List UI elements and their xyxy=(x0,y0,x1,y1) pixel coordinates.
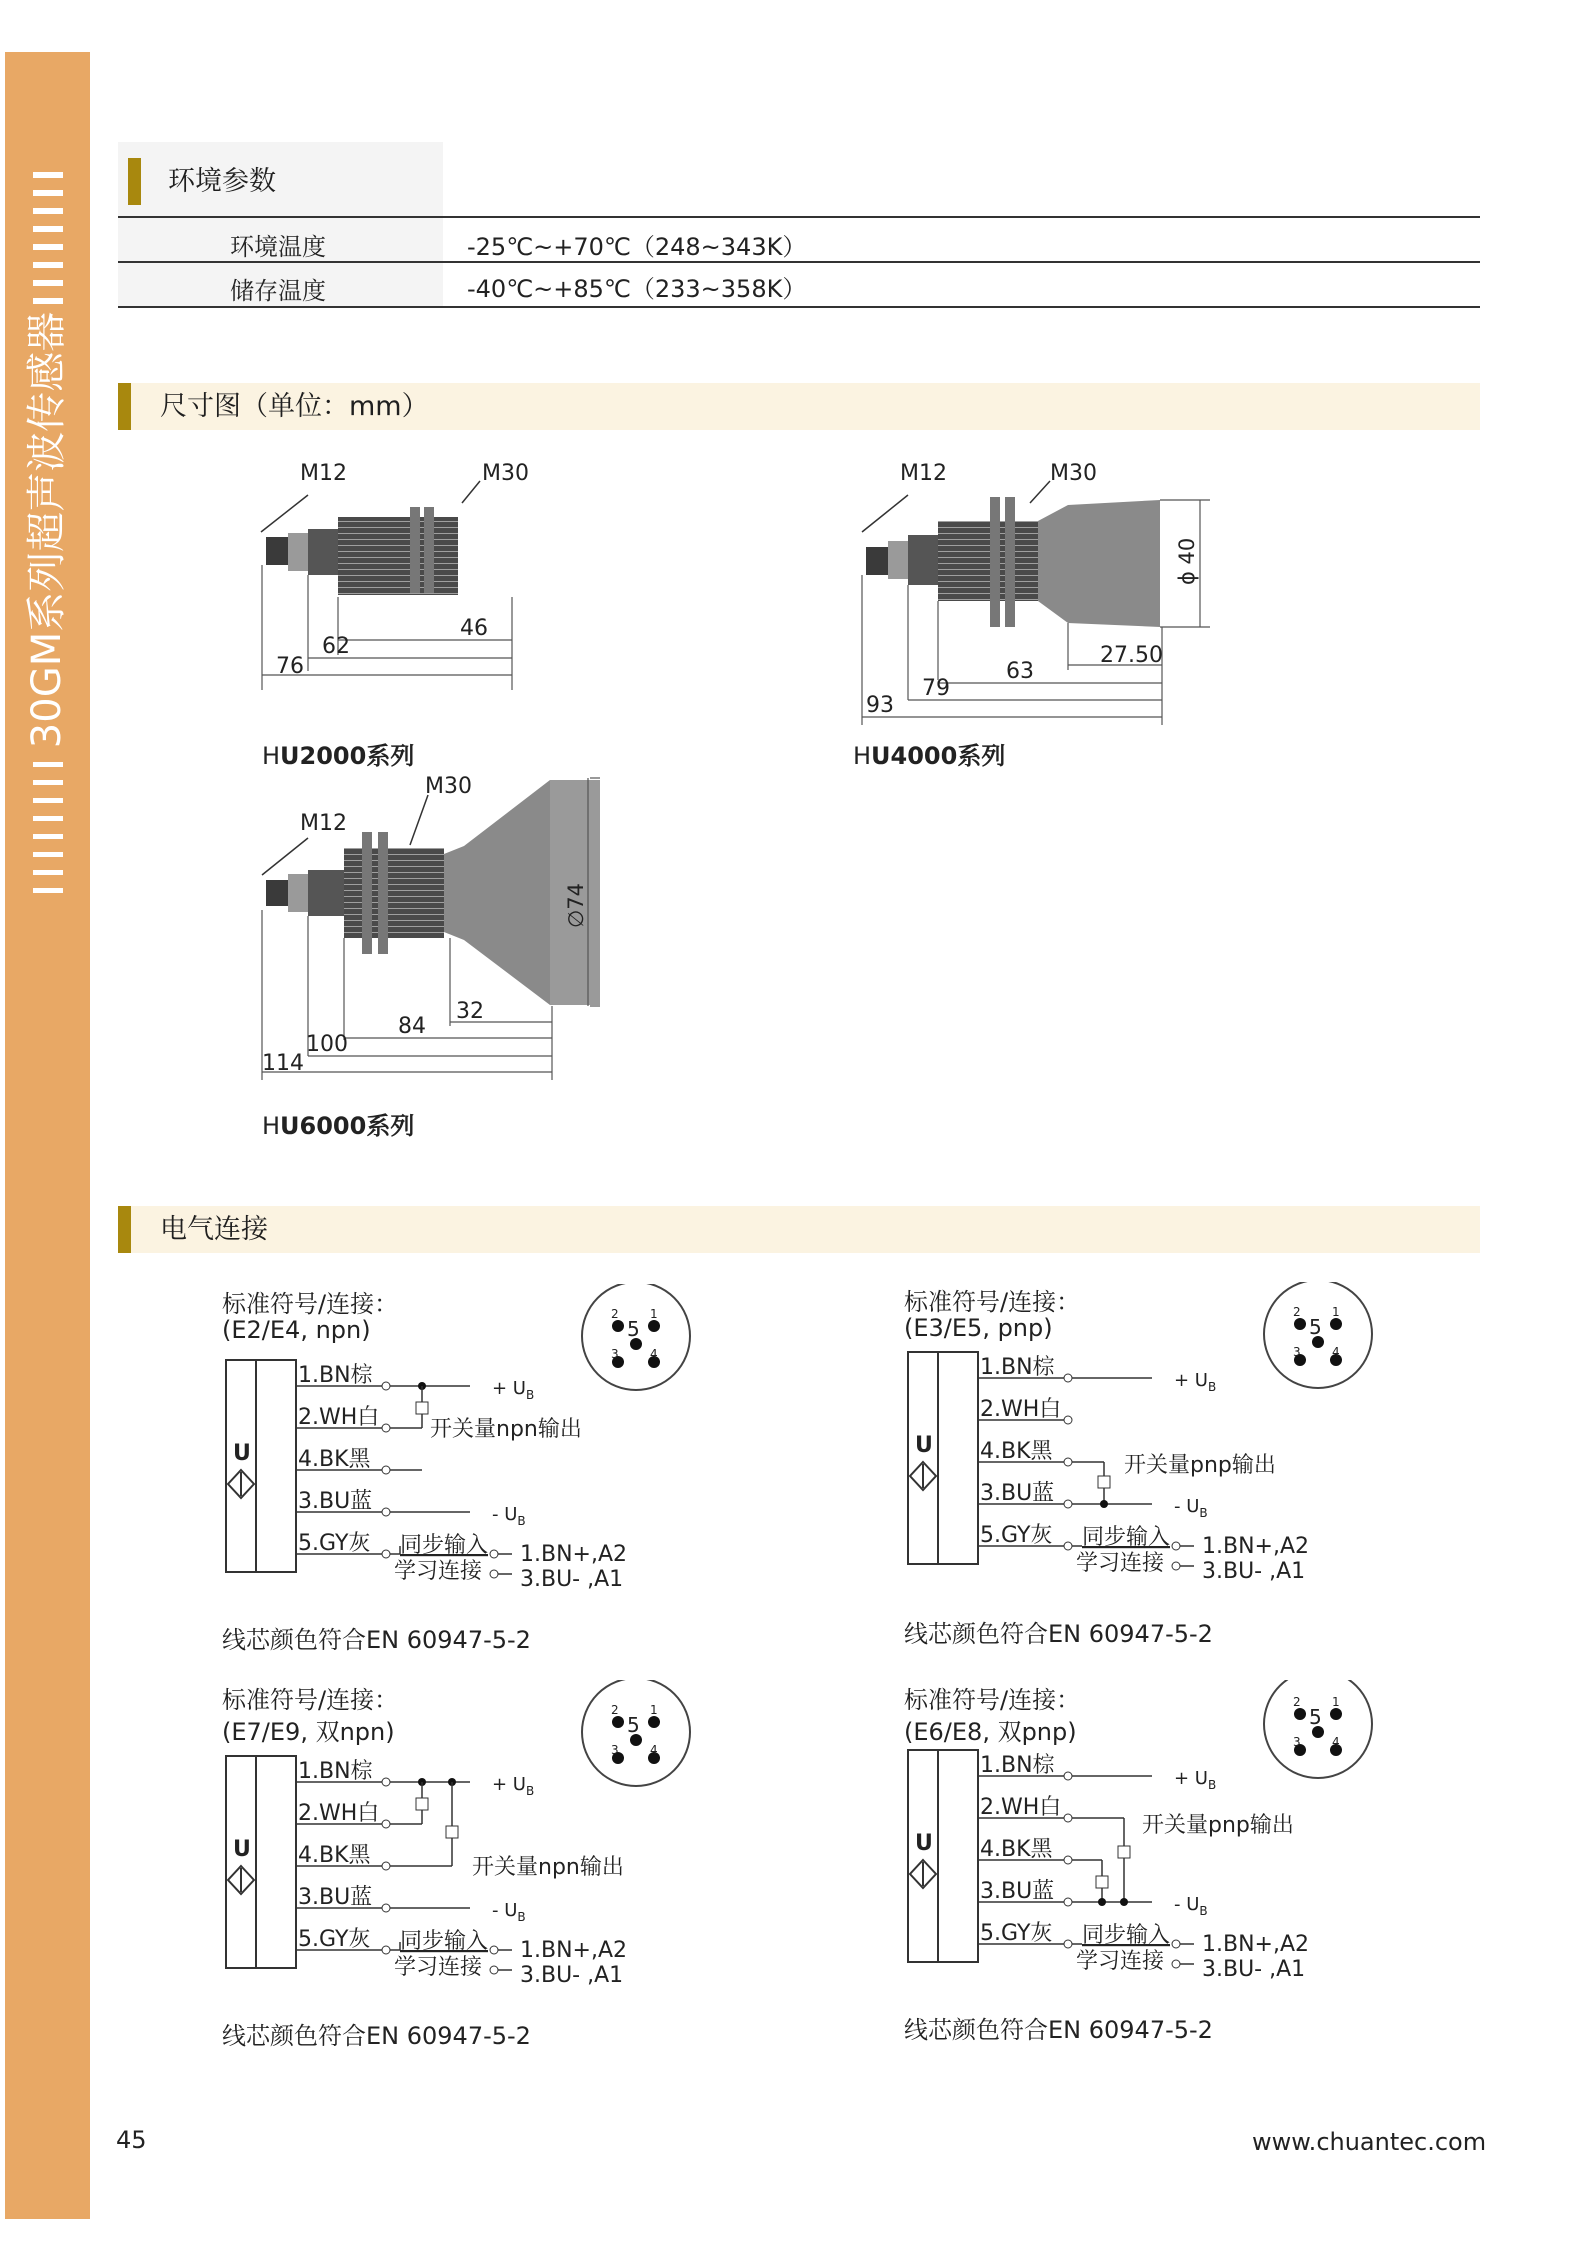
plus-ub-label: + $U_B$ xyxy=(1174,1768,1217,1792)
plus-ub-label: + $U_B$ xyxy=(492,1774,535,1798)
table-rule xyxy=(118,261,1480,263)
hu4000-caption-h: H xyxy=(853,742,872,770)
hu6000-dim-84: 84 xyxy=(398,1014,426,1039)
diagram-subtitle: (E2/E4, npn) xyxy=(222,1316,371,1344)
option-label: 1.BN+,A2 xyxy=(1202,1534,1310,1559)
hu6000-dim-114: 114 xyxy=(262,1051,304,1076)
env-header-box xyxy=(118,142,443,217)
teach-connect-label: 学习连接 xyxy=(394,1559,483,1584)
hu4000-m30-label: M30 xyxy=(1050,461,1097,486)
wiring-schematic xyxy=(222,1284,702,1614)
sync-input-label: 同步输入 xyxy=(400,1929,489,1954)
sidebar-band xyxy=(5,52,90,2219)
option-label: 1.BN+,A2 xyxy=(1202,1932,1310,1957)
section-marker xyxy=(118,1206,131,1253)
wire-label: 3.BU蓝 xyxy=(980,1481,1055,1506)
wire-label: 4.BK黑 xyxy=(980,1837,1053,1862)
website-link[interactable]: www.chuantec.com xyxy=(1252,2128,1487,2156)
sensor-u-label: U xyxy=(915,1433,933,1458)
hu4000-diameter: ϕ 40 xyxy=(1175,537,1199,585)
wire-label: 2.WH白 xyxy=(980,1397,1062,1422)
hu6000-diameter: ∅74 xyxy=(564,882,588,928)
pin-label: 2 xyxy=(1293,1695,1301,1709)
elec-header-bar xyxy=(118,1206,1480,1253)
diagram-subtitle: (E3/E5, pnp) xyxy=(904,1314,1053,1342)
diagram-footer: 线芯颜色符合EN 60947-5-2 xyxy=(904,1620,1213,1648)
wiring-diagram xyxy=(222,1284,702,1664)
plus-ub-label: + $U_B$ xyxy=(1174,1370,1217,1394)
hu4000-m12-label: M12 xyxy=(900,461,947,486)
hu2000-m30-label: M30 xyxy=(482,461,529,486)
teach-connect-label: 学习连接 xyxy=(1076,1949,1165,1974)
pin-label: 1 xyxy=(650,1307,658,1321)
elec-heading: 电气连接 xyxy=(160,1214,268,1245)
pin-label: 3 xyxy=(611,1743,619,1757)
hu2000-drawing xyxy=(250,455,550,695)
env-row-value: -40℃~+85℃（233~358K） xyxy=(467,275,807,303)
hu2000-dim-62: 62 xyxy=(322,634,350,659)
pin-label: 4 xyxy=(650,1743,658,1757)
wire-label: 3.BU蓝 xyxy=(298,1489,373,1514)
wiring-schematic xyxy=(222,1680,702,2010)
diagram-subtitle: (E6/E8, 双pnp) xyxy=(904,1718,1077,1746)
hu2000-caption-series: U2000系列 xyxy=(280,742,415,770)
wire-label: 3.BU蓝 xyxy=(980,1879,1055,1904)
pin-label: 5 xyxy=(1309,1705,1322,1729)
pin-label: 1 xyxy=(650,1703,658,1717)
diagram-title: 标准符号/连接： xyxy=(222,1686,399,1714)
page-number: 45 xyxy=(116,2126,147,2154)
pin-label: 5 xyxy=(1309,1315,1322,1339)
wiring-diagram xyxy=(904,1680,1384,2060)
pin-label: 2 xyxy=(611,1703,619,1717)
hu6000-m12-label: M12 xyxy=(300,811,347,836)
hu2000-caption-h: H xyxy=(262,742,281,770)
wire-label: 1.BN棕 xyxy=(298,1759,373,1784)
diagram-footer: 线芯颜色符合EN 60947-5-2 xyxy=(904,2016,1213,2044)
wire-label: 4.BK黑 xyxy=(298,1843,371,1868)
teach-connect-label: 学习连接 xyxy=(394,1955,483,1980)
sensor-u-label: U xyxy=(233,1441,251,1466)
wire-label: 4.BK黑 xyxy=(980,1439,1053,1464)
option-label: 3.BU- ,A1 xyxy=(1202,1559,1306,1584)
hu6000-m30-label: M30 xyxy=(425,774,472,799)
option-label: 3.BU- ,A1 xyxy=(1202,1957,1306,1982)
wiring-schematic xyxy=(904,1282,1384,1612)
option-label: 1.BN+,A2 xyxy=(520,1542,628,1567)
wire-label: 2.WH白 xyxy=(980,1795,1062,1820)
hu6000-caption-series: U6000系列 xyxy=(280,1112,415,1140)
diagram-title: 标准符号/连接： xyxy=(904,1686,1081,1714)
minus-ub-label: - $U_B$ xyxy=(1174,1496,1208,1520)
diagram-title: 标准符号/连接： xyxy=(222,1290,399,1318)
output-type-label: 开关量pnp输出 xyxy=(1142,1813,1294,1838)
hu4000-dim-93: 93 xyxy=(866,693,894,718)
sidebar-title: 30GM系列超声波传感器 xyxy=(24,311,70,749)
wire-label: 5.GY灰 xyxy=(298,1531,371,1556)
diagram-footer: 线芯颜色符合EN 60947-5-2 xyxy=(222,2022,531,2050)
pin-label: 4 xyxy=(1332,1735,1340,1749)
hu4000-dim-79: 79 xyxy=(922,676,950,701)
env-row-label: 储存温度 xyxy=(230,277,326,305)
plus-ub-label: + $U_B$ xyxy=(492,1378,535,1402)
option-label: 3.BU- ,A1 xyxy=(520,1963,624,1988)
pin-label: 5 xyxy=(627,1317,640,1341)
hu6000-caption xyxy=(262,1106,414,1141)
pin-label: 4 xyxy=(650,1347,658,1361)
pin-label: 3 xyxy=(1293,1735,1301,1749)
option-label: 1.BN+,A2 xyxy=(520,1938,628,1963)
output-type-label: 开关量npn输出 xyxy=(430,1417,582,1442)
hu2000-dim-46: 46 xyxy=(460,616,488,641)
wire-label: 1.BN棕 xyxy=(298,1363,373,1388)
wire-label: 5.GY灰 xyxy=(980,1921,1053,1946)
pin-label: 3 xyxy=(611,1347,619,1361)
minus-ub-label: - $U_B$ xyxy=(1174,1894,1208,1918)
env-row-value: -25℃~+70℃（248~343K） xyxy=(467,233,807,261)
hu2000-caption xyxy=(262,736,414,771)
wiring-diagram xyxy=(222,1680,702,2060)
wire-label: 1.BN棕 xyxy=(980,1355,1055,1380)
pin-label: 3 xyxy=(1293,1345,1301,1359)
pin-label: 5 xyxy=(627,1713,640,1737)
section-marker xyxy=(128,158,141,205)
wire-label: 5.GY灰 xyxy=(298,1927,371,1952)
env-row-label: 环境温度 xyxy=(230,233,326,261)
sensor-u-label: U xyxy=(915,1831,933,1856)
diagram-title: 标准符号/连接： xyxy=(904,1288,1081,1316)
minus-ub-label: - $U_B$ xyxy=(492,1504,526,1528)
output-type-label: 开关量npn输出 xyxy=(472,1855,624,1880)
wire-label: 2.WH白 xyxy=(298,1801,380,1826)
wire-label: 1.BN棕 xyxy=(980,1753,1055,1778)
hu2000-dim-76: 76 xyxy=(276,654,304,679)
wire-label: 4.BK黑 xyxy=(298,1447,371,1472)
hu6000-dim-100: 100 xyxy=(306,1032,348,1057)
hu6000-caption-h: H xyxy=(262,1112,281,1140)
wire-label: 2.WH白 xyxy=(298,1405,380,1430)
hu6000-dim-32: 32 xyxy=(456,999,484,1024)
sync-input-label: 同步输入 xyxy=(1082,1525,1171,1550)
dims-heading: 尺寸图（单位：mm） xyxy=(160,391,429,422)
hu4000-caption-series: U4000系列 xyxy=(871,742,1006,770)
section-marker xyxy=(118,383,131,430)
pin-label: 2 xyxy=(1293,1305,1301,1319)
option-label: 3.BU- ,A1 xyxy=(520,1567,624,1592)
hu4000-caption xyxy=(853,736,1005,771)
hu6000-drawing xyxy=(250,770,600,1090)
teach-connect-label: 学习连接 xyxy=(1076,1551,1165,1576)
sensor-u-label: U xyxy=(233,1837,251,1862)
hu4000-dim-2750: 27.50 xyxy=(1100,643,1163,668)
hu4000-dim-63: 63 xyxy=(1006,659,1034,684)
env-heading: 环境参数 xyxy=(168,166,276,197)
pin-label: 2 xyxy=(611,1307,619,1321)
wire-label: 3.BU蓝 xyxy=(298,1885,373,1910)
wiring-schematic xyxy=(904,1680,1384,2010)
diagram-subtitle: (E7/E9, 双npn) xyxy=(222,1718,395,1746)
output-type-label: 开关量pnp输出 xyxy=(1124,1453,1276,1478)
pin-label: 1 xyxy=(1332,1695,1340,1709)
sync-input-label: 同步输入 xyxy=(400,1533,489,1558)
minus-ub-label: - $U_B$ xyxy=(492,1900,526,1924)
diagram-footer: 线芯颜色符合EN 60947-5-2 xyxy=(222,1626,531,1654)
pin-label: 1 xyxy=(1332,1305,1340,1319)
sync-input-label: 同步输入 xyxy=(1082,1923,1171,1948)
table-rule xyxy=(118,306,1480,308)
pin-label: 4 xyxy=(1332,1345,1340,1359)
wire-label: 5.GY灰 xyxy=(980,1523,1053,1548)
hu4000-drawing xyxy=(850,455,1220,725)
wiring-diagram xyxy=(904,1282,1384,1662)
hu2000-m12-label: M12 xyxy=(300,461,347,486)
